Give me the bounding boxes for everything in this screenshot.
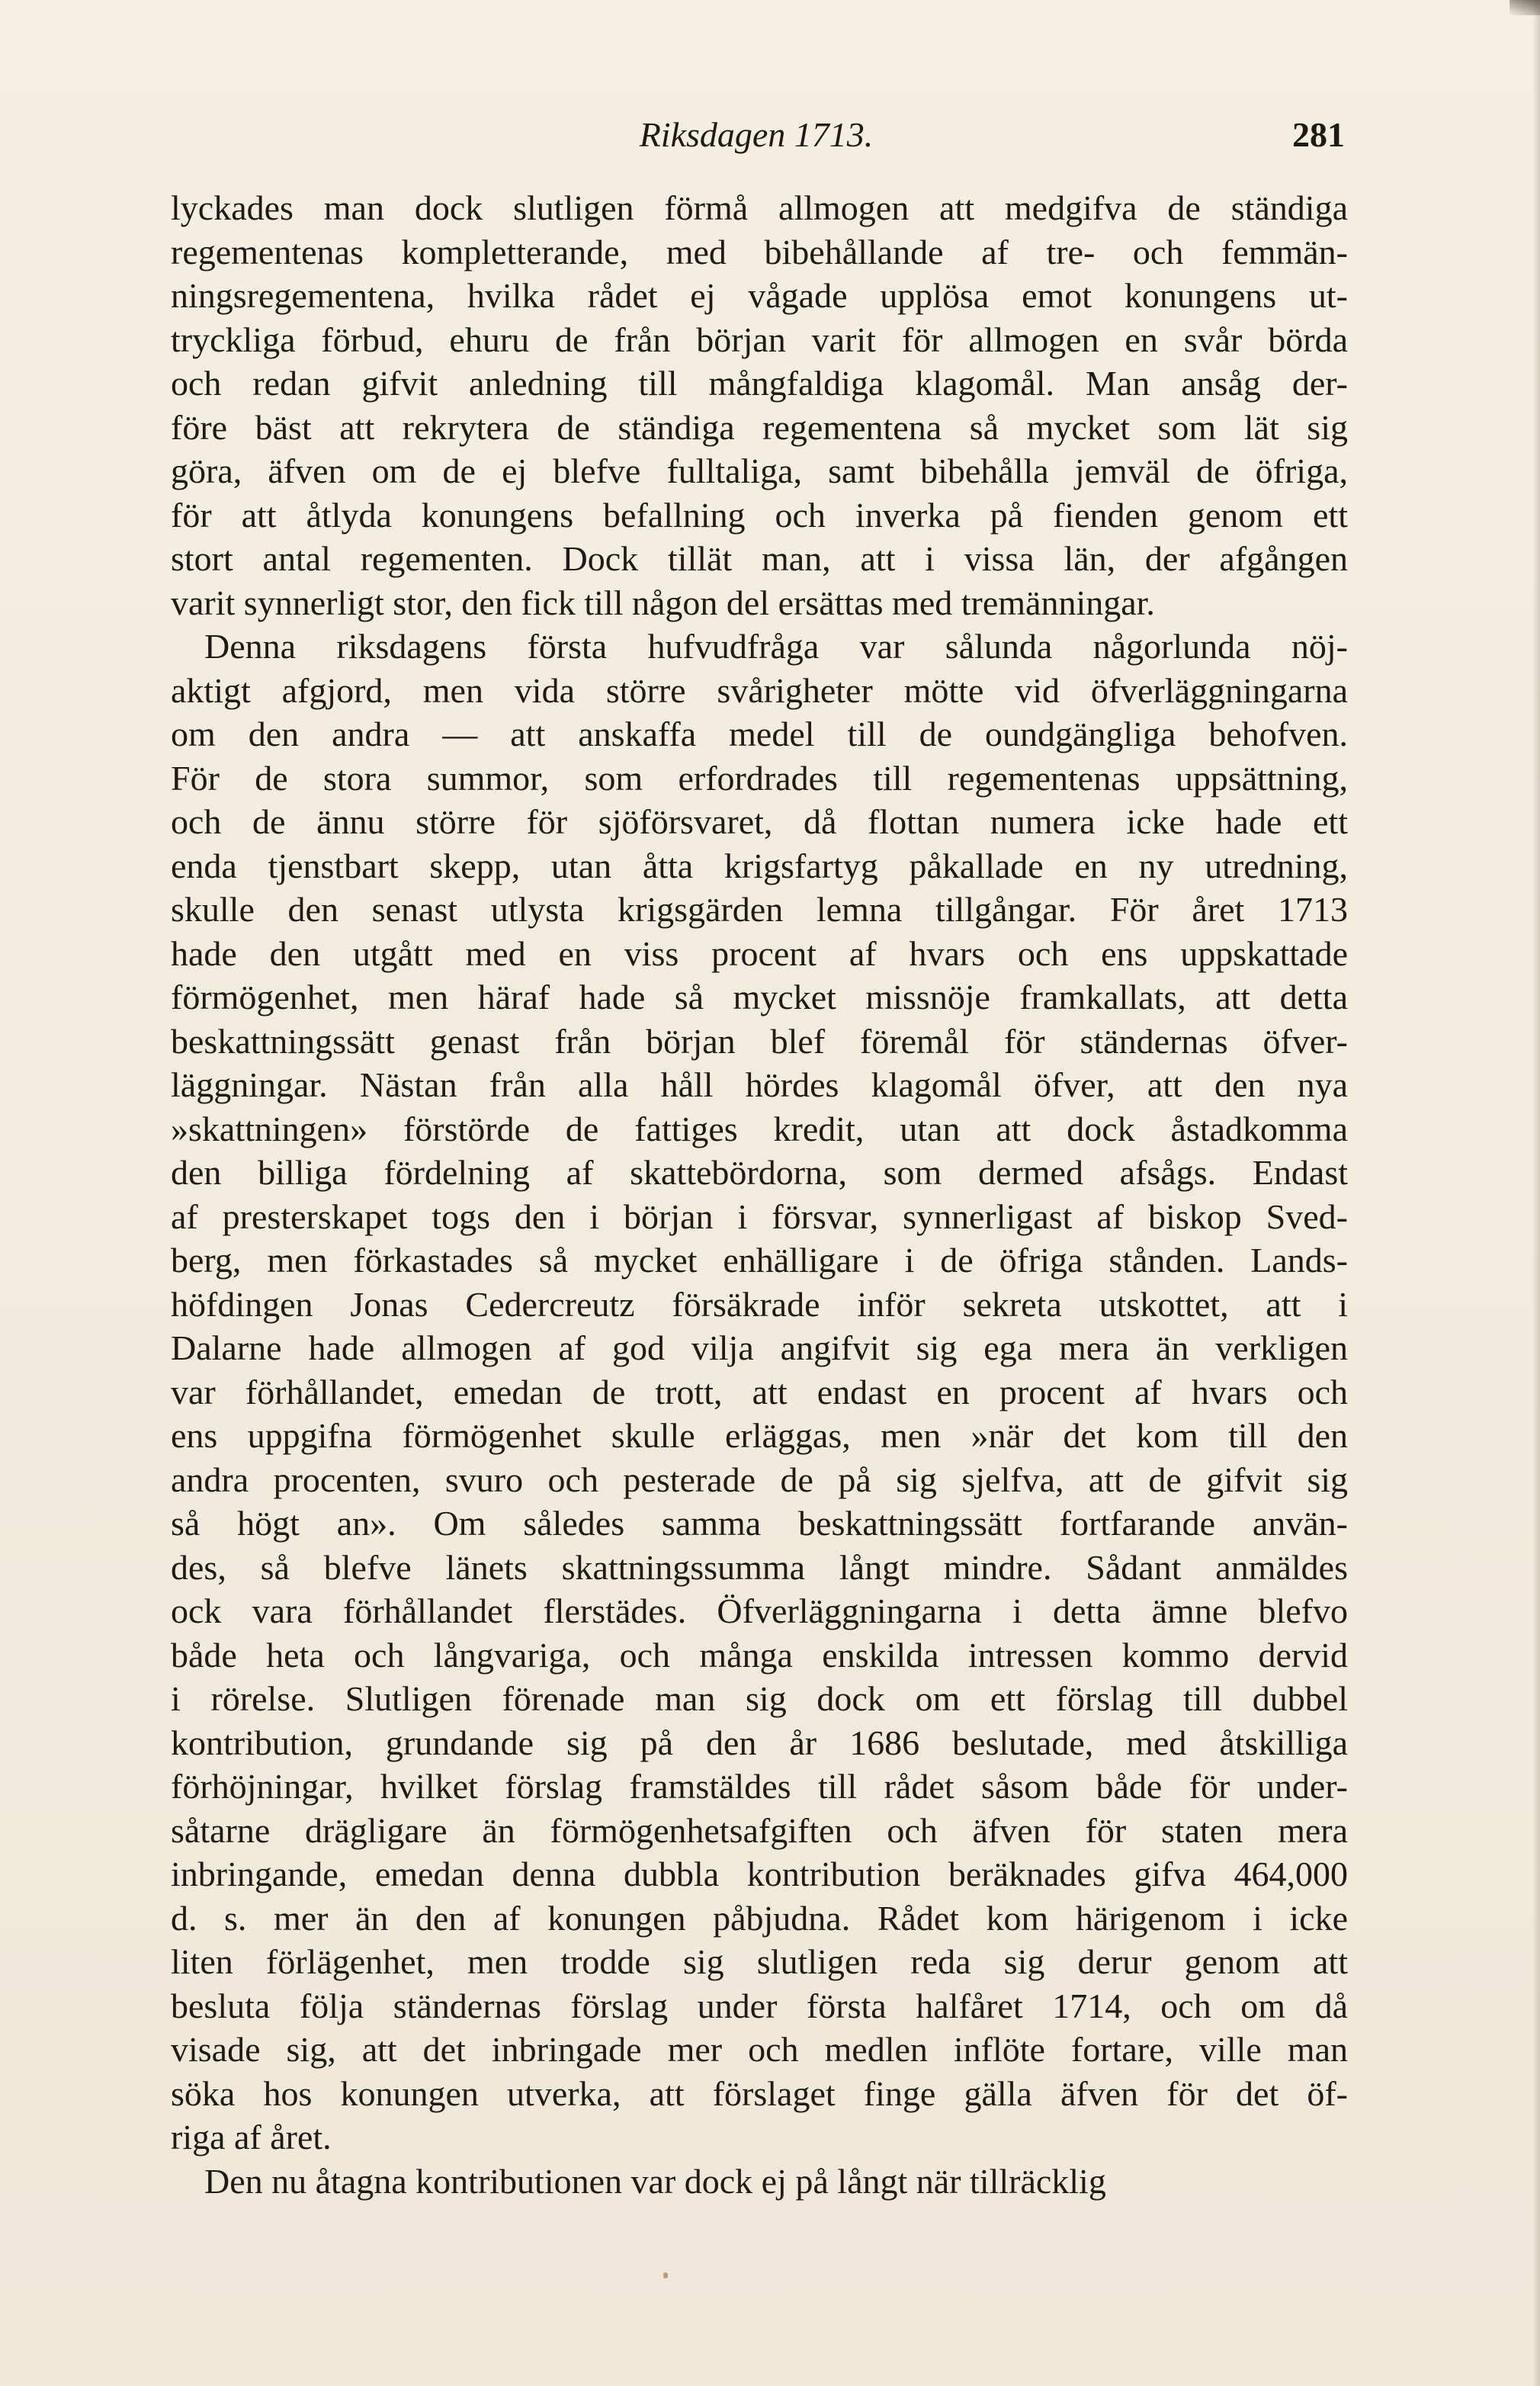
text-line: före bäst att rekrytera de ständiga regementena så mycket som lät sig (171, 407, 1348, 447)
text-line: Dalarne hade allmogen af god vilja angifvit sig ega mera än verkligen (171, 1328, 1348, 1367)
text-line: hade den utgått med en viss procent af hvars och ens uppskattade (171, 933, 1348, 973)
text-line: regementenas kompletterande, med bibehållande af tre- och femmän- (171, 232, 1348, 271)
text-line: såtarne drägligare än förmögenhetsafgiften och äfven för staten mera (171, 1810, 1348, 1850)
text-line: varit synnerligt stor, den fick till någon del ersättas med tremänningar. (171, 583, 1155, 622)
text-line: söka hos konungen utverka, att förslaget finge gälla äfven för det öf- (171, 2073, 1348, 2113)
text-line: stort antal regementen. Dock tillät man, att i vissa län, der afgången (171, 539, 1348, 578)
text-line: besluta följa ständernas förslag under första halfåret 1714, och om då (171, 1986, 1348, 2025)
text-line: så högt an». Om således samma beskattningssätt fortfarande använ- (171, 1504, 1348, 1543)
text-line: kontribution, grundande sig på den år 1686 beslutade, med åtskilliga (171, 1723, 1348, 1762)
text-line: riga af året. (171, 2118, 332, 2156)
text-line: förmögenhet, men häraf hade så mycket missnöje framkallats, att detta (171, 978, 1348, 1016)
text-line: var förhållandet, emedan de trott, att endast en procent af hvars och (171, 1372, 1348, 1411)
text-line: skulle den senast utlysta krigsgärden lemna tillgångar. För året 1713 (171, 890, 1348, 929)
text-line: af presterskapet togs den i början i försvar, synnerligast af biskop Sved- (171, 1196, 1348, 1236)
body-text (171, 186, 1348, 2203)
text-line: läggningar. Nästan från alla håll hördes klagomål öfver, att den nya (171, 1065, 1348, 1104)
text-line: andra procenten, svuro och pesterade de på sig sjelfva, att de gifvit sig (171, 1460, 1348, 1499)
text-line: både heta och långvariga, och många enskilda intressen kommo dervid (171, 1635, 1348, 1675)
text-line: höfdingen Jonas Cedercreutz försäkrade inför sekreta utskottet, att i (171, 1284, 1348, 1324)
text-line: visade sig, att det inbringade mer och medlen inflöte fortare, ville man (171, 2030, 1348, 2069)
text-line: för att åtlyda konungens befallning och inverka på fienden genom ett (171, 495, 1348, 535)
text-line: förhöjningar, hvilket förslag framstäldes till rådet såsom både för under- (171, 1767, 1348, 1806)
paper-speck (663, 2272, 668, 2278)
text-line: göra, äfven om de ej blefve fulltaliga, samt bibehålla jemväl de öfriga, (171, 451, 1348, 490)
text-line: enda tjenstbart skepp, utan åtta krigsfartyg påkallade en ny utredning, (171, 846, 1348, 885)
running-head: Riksdagen 1713. (639, 115, 874, 154)
page-edge-shadow (1532, 0, 1540, 2386)
text-line: ningsregementena, hvilka rådet ej vågade upplösa emot konungens ut- (171, 276, 1348, 315)
text-line: den billiga fördelning af skattebördorna, som dermed afsågs. Endast (171, 1153, 1348, 1192)
text-line: d. s. mer än den af konungen påbjudna. Rådet kom härigenom i icke (171, 1898, 1348, 1938)
text-line: och de ännu större för sjöförsvaret, då flottan numera icke hade ett (171, 802, 1348, 841)
text-line: inbringande, emedan denna dubbla kontribution beräknades gifva 464,000 (171, 1855, 1348, 1893)
text-line: i rörelse. Slutligen förenade man sig dock om ett förslag till dubbel (171, 1679, 1348, 1718)
paragraph-start-line: Den nu åtagna kontributionen var dock ej på långt när tillräcklig (204, 2161, 1106, 2201)
text-line: För de stora summor, som erfordrades till regementenas uppsättning, (171, 758, 1348, 798)
paragraph-start-line: Denna riksdagens första hufvudfråga var sålunda någorlunda nöj- (204, 627, 1348, 666)
text-line: lyckades man dock slutligen förmå allmogen att medgifva de ständiga (171, 188, 1348, 227)
text-line: berg, men förkastades så mycket enhälligare i de öfriga stånden. Lands- (171, 1241, 1348, 1280)
page-header (168, 114, 1345, 168)
text-line: des, så blefve länets skattningssumma långt mindre. Sådant anmäldes (171, 1547, 1348, 1587)
text-line: och redan gifvit anledning till mångfaldiga klagomål. Man ansåg der- (171, 364, 1348, 403)
text-line: tryckliga förbud, ehuru de från början varit för allmogen en svår börda (171, 320, 1348, 359)
text-line: »skattningen» förstörde de fattiges kredit, utan att dock åstadkomma (171, 1109, 1348, 1148)
text-line: liten förlägenhet, men trodde sig slutligen reda sig derur genom att (171, 1942, 1348, 1981)
text-line: ens uppgifna förmögenhet skulle erläggas, men »när det kom till den (171, 1416, 1348, 1455)
text-line: om den andra — att anskaffa medel till de oundgängliga behofven. (171, 715, 1348, 753)
text-line: ock vara förhållandet flerstädes. Öfverläggningarna i detta ämne blefvo (171, 1591, 1348, 1630)
text-line: beskattningssätt genast från början blef föremål för ständernas öfver- (171, 1021, 1348, 1061)
page-number: 281 (1292, 115, 1345, 154)
text-line: aktigt afgjord, men vida större svårigheter mötte vid öfverläggningarna (171, 670, 1348, 710)
